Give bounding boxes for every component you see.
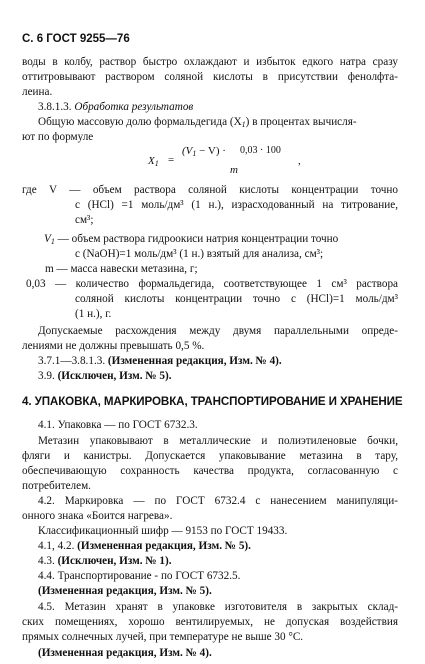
paragraph-line: Допускаемые расхождения между двумя параллельными опреде- bbox=[38, 325, 398, 337]
paragraph-line: ских помещениях, хорошо вентилируемых, не допуская воздействия bbox=[22, 616, 398, 628]
paragraph-line: прямых солнечных лучей, при температуре не выше 30 °С. bbox=[22, 631, 304, 643]
paragraph-line: Классификационный шифр — 9153 по ГОСТ 19433. bbox=[38, 525, 288, 537]
revision-note bbox=[38, 354, 282, 368]
revision-note bbox=[38, 369, 172, 383]
paragraph-line: воды в колбу, раствор быстро охлаждают и избыток едкого натра сразу bbox=[22, 56, 398, 68]
formula-comma: , bbox=[298, 155, 301, 167]
paragraph-line: лениями не должны превышать 0,5 %. bbox=[22, 340, 205, 352]
definition-line: c (HCl) =1 моль/дм³ (1 н.), израсходованный на титрование, bbox=[75, 199, 398, 211]
definition-line: соляной кислоты концентрации точно c (HCl)=1 моль/дм³ bbox=[75, 293, 398, 305]
formula-coefficient: 0,03 · 100 bbox=[240, 145, 281, 156]
definition-line: m — масса навески метазина, г; bbox=[45, 263, 198, 275]
text-run: (Измененная редакция, Изм. № 4). bbox=[107, 355, 282, 367]
paragraph-line: 4.1. Упаковка — по ГОСТ 6732.3. bbox=[38, 419, 198, 431]
paragraph-line: потребителем. bbox=[22, 480, 91, 492]
paragraph-line: фляги и канистры. Допускается упаковывание метазина в тару, bbox=[22, 450, 398, 462]
subscript: 1 bbox=[50, 237, 55, 246]
revision-note: (Измененная редакция, Изм. № 5). bbox=[38, 585, 212, 597]
paragraph-line: леина. bbox=[22, 86, 53, 98]
page-header: С. 6 ГОСТ 9255—76 bbox=[22, 33, 130, 45]
paragraph-line: ют по формуле bbox=[22, 131, 94, 143]
text-run: 4.3. bbox=[38, 555, 55, 567]
revision-note bbox=[38, 554, 172, 568]
section-number: 3.8.1.3. bbox=[38, 101, 72, 113]
formula bbox=[148, 144, 308, 178]
text-run: (Исключен, Изм. № 5). bbox=[57, 370, 172, 382]
formula-numerator: $(V_1 - V)$ · bbox=[182, 145, 226, 158]
paragraph-line: обеспечивающую сохранность качества продукта, согласованную с bbox=[22, 465, 398, 477]
paragraph-line: онного знака «Боится нагрева». bbox=[22, 510, 173, 522]
subscript: 1 bbox=[241, 120, 246, 129]
text-run: 4.1, 4.2. bbox=[38, 540, 75, 552]
paragraph-line: 4.2. Маркировка — по ГОСТ 6732.4 с нанесением манипуляци- bbox=[38, 495, 398, 507]
revision-note: (Измененная редакция, Изм. № 4). bbox=[38, 647, 212, 659]
paragraph-line: 4.5. Метазин хранят в упаковке изготовителя в закрытых склад- bbox=[38, 601, 398, 613]
paragraph-line: оттитровывают раствором соляной кислоты в присутствии фенолфта- bbox=[22, 71, 398, 83]
symbol: V bbox=[44, 233, 51, 245]
text-run: 3.9. bbox=[38, 370, 55, 382]
formula-eq: = bbox=[168, 154, 175, 166]
definition-line: c (NaOH)=1 моль/дм³ (1 н.) взятый для анализа, см³; bbox=[75, 248, 324, 260]
definition-line: см³; bbox=[75, 214, 94, 226]
definition-line: где V — объем раствора соляной кислоты концентрации точно bbox=[22, 184, 398, 196]
paragraph-line: Метазин упаковывают в металлические и полиэтиленовые бочки, bbox=[38, 435, 398, 447]
section-title: 4. УПАКОВКА, МАРКИРОВКА, ТРАНСПОРТИРОВАНИЕ И ХРАНЕНИЕ bbox=[22, 395, 403, 408]
section-heading bbox=[38, 100, 193, 114]
section-title: Обработка результатов bbox=[74, 101, 194, 113]
text-run: (Измененная редакция, Изм. № 5). bbox=[77, 540, 251, 552]
text-run: 3.7.1—3.8.1.3. bbox=[38, 355, 106, 367]
text-run: ) в процентах вычисля- bbox=[245, 116, 357, 128]
definition-line: 0,03 — количество формальдегида, соответствующее 1 см³ раствора bbox=[26, 278, 398, 290]
revision-note bbox=[38, 539, 251, 553]
text-run: Общую массовую долю формальдегида (X bbox=[38, 116, 242, 128]
paragraph-line: 4.4. Транспортирование - по ГОСТ 6732.5. bbox=[38, 570, 241, 582]
formula-denominator: m bbox=[230, 164, 238, 176]
text-run: — объем раствора гидроокиси натрия концентрации точно bbox=[54, 233, 339, 245]
definition-line: (1 н.), г. bbox=[75, 308, 112, 320]
text-run: (Исключен, Изм. № 1). bbox=[57, 555, 172, 567]
formula-lhs: $X_1$ bbox=[148, 155, 159, 168]
